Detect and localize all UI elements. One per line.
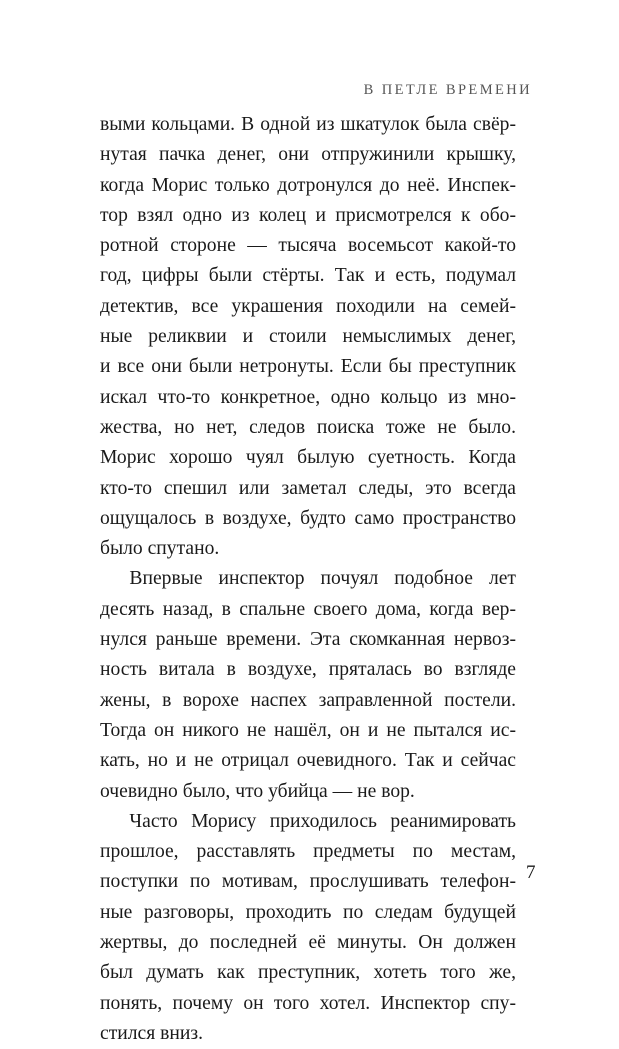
text-line: жены, в ворохе наспех заправленной постели. xyxy=(100,689,516,711)
text-line: ные реликвии и стоили немыслимых денег, xyxy=(100,326,516,348)
text-line: Впервые инспектор почуял подобное лет xyxy=(129,568,516,590)
body-text xyxy=(100,110,516,1049)
text-line: нулся раньше времени. Эта скомканная нервоз- xyxy=(100,629,516,651)
text-line: когда Морис только дотронулся до неё. Инспек- xyxy=(100,174,516,196)
text-line: искал что-то конкретное, одно кольцо из мно- xyxy=(100,386,516,408)
text-line: Тогда он никого не нашёл, он и не пытался ис- xyxy=(100,719,516,741)
text-line: Часто Морису приходилось реанимировать xyxy=(129,810,516,832)
text-line: выми кольцами. В одной из шкатулок была свёр- xyxy=(100,114,516,135)
text-line: ощущалось в воздухе, будто само пространство xyxy=(100,507,516,529)
text-line: детектив, все украшения походили на семей- xyxy=(100,295,516,317)
paragraph xyxy=(100,807,516,1049)
text-line: понять, почему он того хотел. Инспектор спу- xyxy=(100,992,516,1014)
text-line: ные разговоры, проходить по следам будущей xyxy=(100,901,516,923)
text-line: кать, но и не отрицал очевидного. Так и сейчас xyxy=(100,750,516,772)
text-line: кто-то спешил или заметал следы, это всегда xyxy=(100,477,516,499)
page-number: 7 xyxy=(526,862,536,883)
text-line: ротной стороне — тысяча восемьсот какой-то xyxy=(100,235,516,257)
text-line: ность витала в воздухе, пряталась во взгляде xyxy=(100,659,516,681)
text-line: и все они были нетронуты. Если бы преступник xyxy=(100,356,516,378)
running-head: В ПЕТЛЕ ВРЕМЕНИ xyxy=(363,82,532,98)
paragraph xyxy=(100,564,516,806)
text-line: прошлое, расставлять предметы по местам, xyxy=(100,841,516,863)
text-line: было спутано. xyxy=(100,538,220,560)
text-line: нутая пачка денег, они отпружинили крышку, xyxy=(100,144,516,166)
text-line: очевидно было, что убийца — не вор. xyxy=(100,780,415,802)
text-line: поступки по мотивам, прослушивать телефон- xyxy=(100,871,516,893)
text-line: год, цифры были стёрты. Так и есть, подумал xyxy=(100,265,516,287)
text-line: жества, но нет, следов поиска тоже не было. xyxy=(100,416,516,438)
text-line: стился вниз. xyxy=(100,1022,203,1044)
text-line: жертвы, до последней её минуты. Он должен xyxy=(100,932,516,954)
text-line: десять назад, в спальне своего дома, когда вер- xyxy=(100,598,516,620)
text-line: был думать как преступник, хотеть того же, xyxy=(100,962,516,984)
text-line: тор взял одно из колец и присмотрелся к обо- xyxy=(100,204,516,226)
text-line: Морис хорошо чуял былую суетность. Когда xyxy=(100,447,516,469)
paragraph xyxy=(100,110,516,564)
